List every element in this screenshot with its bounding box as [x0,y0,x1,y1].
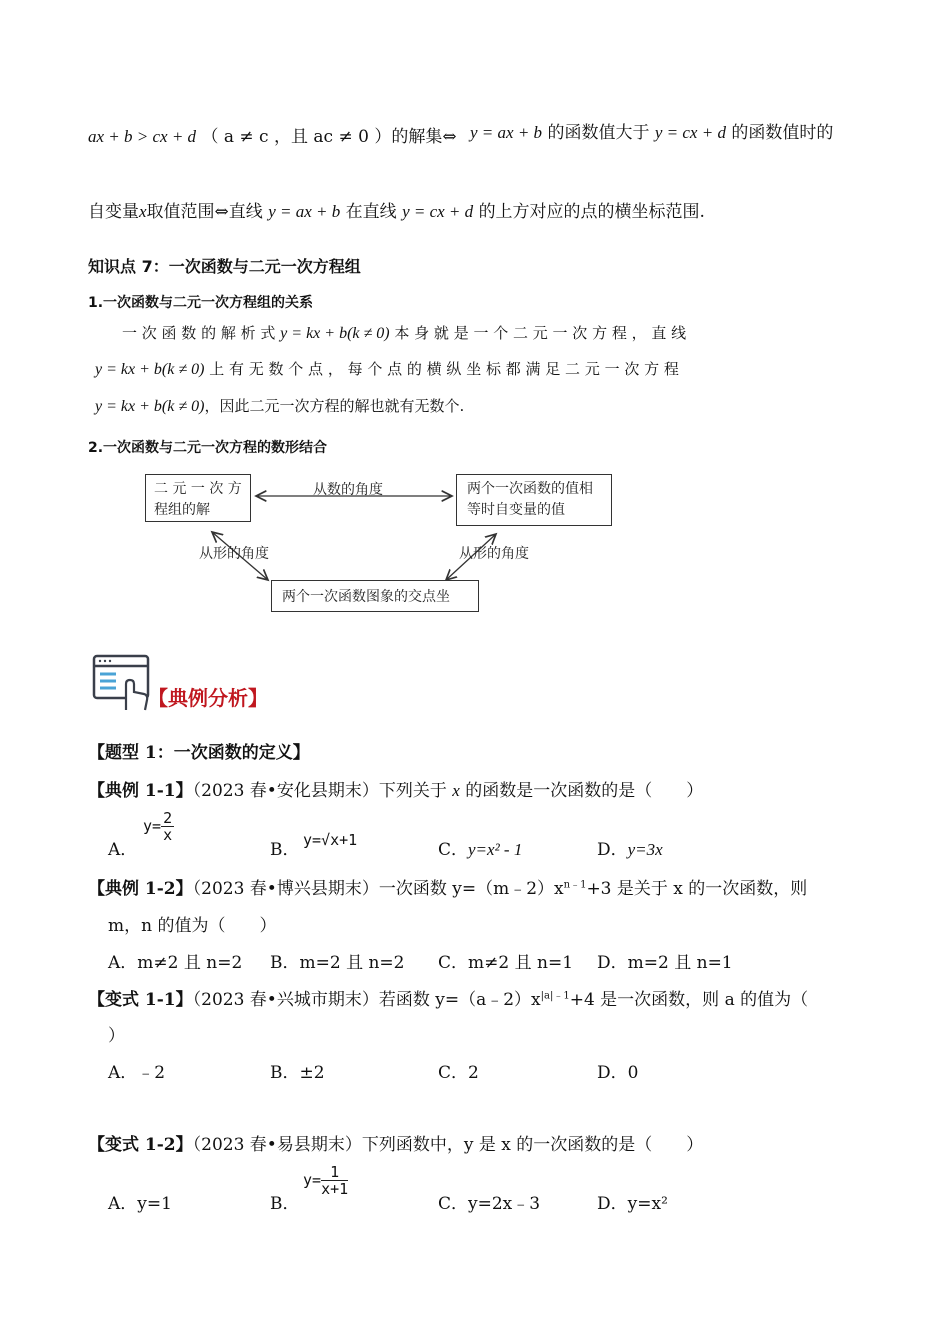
box-text: 等时自变量的值 [467,502,565,518]
denominator: x [163,826,173,844]
q3-option-c: C．2 [438,1063,479,1083]
fraction [161,810,174,843]
question-text: （2023 春•安化县期末）下列关于 [192,781,447,801]
exponent: |a|﹣1 [540,990,570,1002]
para-text: 上 有 无 数 个 点 ， 每 个 点 的 横 纵 坐 标 都 满 足 二 元 一 次 方 程 [209,360,679,378]
option-label: B． [270,840,300,860]
computer-hand-icon [92,654,154,714]
question-text: +4 是一次函数，则 a 的值为（ [569,990,809,1010]
question-1-2 [88,874,807,899]
q1-option-a-formula [143,810,174,843]
q4-option-c: C．y=2x﹣3 [438,1194,541,1214]
box-text: 两个一次函数的值相 [467,481,593,497]
box-equal-values [456,474,612,526]
question-variant-1-2 [88,1130,703,1155]
math-line-2: y = cx + d [402,202,474,221]
option-label: C． [438,840,469,860]
formula-text: y= [303,1171,322,1189]
para-text: 一 次 函 数 的 解 析 式 [122,324,276,342]
question-tag: 【典例 1-2】 [88,879,193,899]
kp7-subtitle-2: 2.一次函数与二元一次方程的数形结合 [88,440,328,456]
intro-text: 的函数值时的 [731,123,834,143]
math-x: x [139,202,147,221]
question-text: （2023 春•兴城市期末）若函数 y=（a﹣2）x [192,990,541,1010]
box-equation-solution [145,474,251,522]
question-tag: 【变式 1-1】 [88,990,193,1010]
label-from-shapes-right: 从形的角度 [459,546,529,562]
fraction [321,1164,348,1197]
q2-option-a: A．m≠2 且 n=2 [108,953,243,973]
q4-option-a: A．y=1 [108,1194,172,1214]
math-linear: y = kx + b(k ≠ 0) [95,361,205,378]
q1-option-b-formula: y=√x+1 [303,831,358,849]
question-text: 的函数是一次函数的是（ ） [465,781,704,801]
label-from-shapes-left: 从形的角度 [199,546,269,562]
intro-text: 自变量 [88,202,139,222]
math-inequality: ax + b > cx + d [88,127,197,146]
para-text: ，因此二元一次方程的解也就有无数个. [204,397,465,415]
question-text: （2023 春•博兴县期末）一次函数 y=（m﹣2）x [192,879,564,899]
question-text: （2023 春•易县期末）下列函数中，y 是 x 的一次函数的是（ ） [192,1135,704,1155]
q3-option-b: B．±2 [270,1063,325,1083]
option-label: B． [270,1194,300,1214]
question-text: +3 是关于 x 的一次函数，则 [586,879,808,899]
question-variant-1-1-line2: ） [108,1026,125,1046]
question-variant-1-1 [88,985,808,1010]
math-x: x [452,781,460,800]
q2-option-d: D．m=2 且 n=1 [597,953,733,973]
section-title: 【题型 1：一次函数的定义】 [88,743,310,763]
intro-text: 的函数值大于 [547,123,650,143]
q4-option-b [270,1189,300,1214]
kp7-subtitle-1: 1.一次函数与二元一次方程组的关系 [88,295,314,311]
numerator: 2 [163,809,173,827]
q4-option-b-formula [303,1164,348,1197]
intro-text: 在直线 [345,202,397,222]
question-1-1 [88,776,703,801]
question-tag: 【典例 1-1】 [88,781,193,801]
q1-option-b [270,835,300,860]
option-value: y=3x [627,840,663,859]
math-linear: y = kx + b(k ≠ 0) [95,398,205,415]
q1-option-d [597,835,663,860]
intro-text: 的上方对应的点的横坐标范围. [478,202,705,222]
math-linear: y = kx + b(k ≠ 0) [280,325,390,342]
math-line-2: y = cx + d [654,123,726,142]
q4-option-d: D．y=x² [597,1194,668,1214]
question-tag: 【变式 1-2】 [88,1135,193,1155]
label-from-numbers: 从数的角度 [313,482,383,498]
question-1-2-line2: m，n 的值为（ ） [108,916,277,936]
numerator: 1 [321,1164,348,1181]
q2-option-b: B．m=2 且 n=2 [270,953,405,973]
q2-option-c: C．m≠2 且 n=1 [438,953,574,973]
intro-condition: （ a ≠ c ，且 ac ≠ 0 ）的解集⇔ [201,127,457,147]
q3-option-a: A．﹣2 [108,1063,166,1083]
para-text: 本 身 就 是 一 个 二 元 一 次 方 程 ， 直 线 [394,324,687,342]
box-text: 两个一次函数图象的交点坐 [282,589,450,605]
box-intersection [271,580,479,612]
q1-option-c [438,835,522,860]
box-text: 二 元 一 次 方 [154,481,242,497]
q1-option-a [108,835,137,860]
option-label: D． [597,840,628,860]
denominator: x+1 [321,1180,349,1198]
math-line-1: y = ax + b [268,202,341,221]
option-value: y=x² - 1 [468,840,523,859]
exponent: n﹣1 [563,879,587,891]
kp7-title: 知识点 7：一次函数与二元一次方程组 [88,257,361,276]
option-label: A． [108,840,138,860]
intro-text: 取值范围⇔直线 [146,202,263,222]
formula-text: y= [143,817,162,835]
q3-option-d: D．0 [597,1063,639,1083]
banner-title: 【典例分析】 [148,686,268,710]
box-text: 程组的解 [154,502,210,518]
math-line-1: y = ax + b [470,123,543,142]
